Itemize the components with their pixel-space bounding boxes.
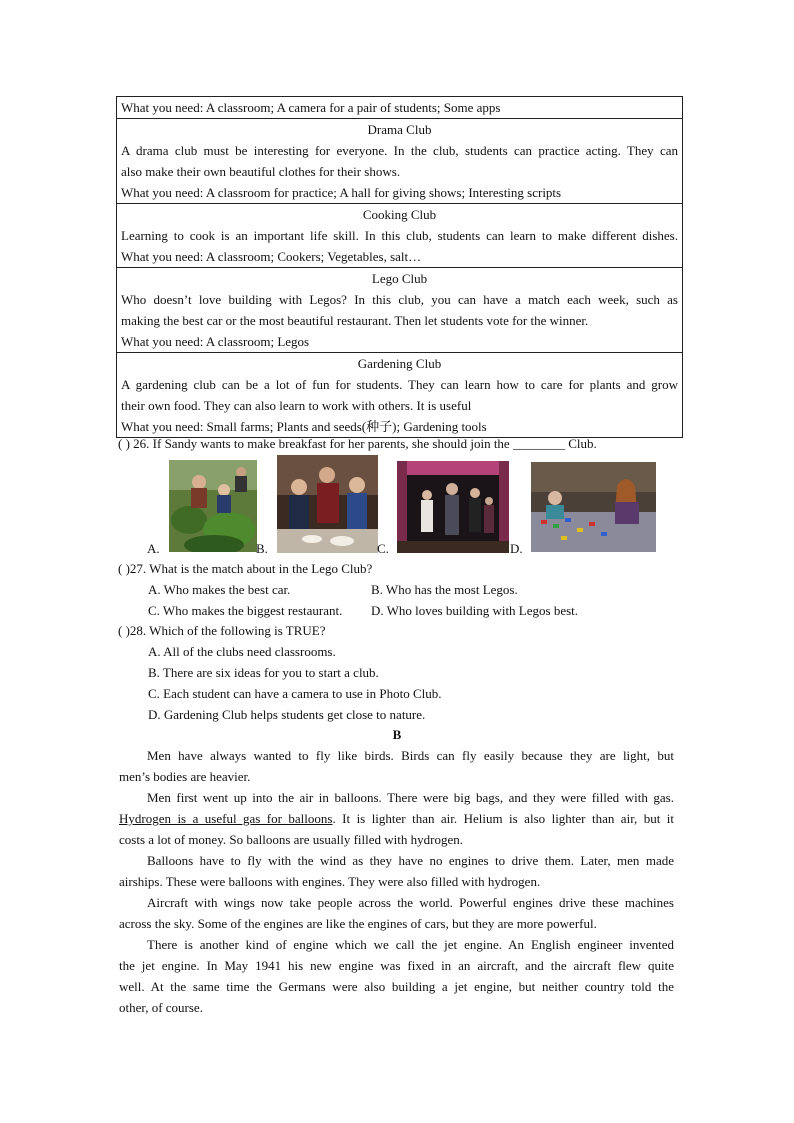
q28-option-c: C. Each student can have a camera to use in Photo Club. <box>148 686 442 701</box>
q27-option-a: A. Who makes the best car. <box>148 582 291 597</box>
q28-option-a: A. All of the clubs need classrooms. <box>148 644 336 659</box>
passage-p1-line1: Men have always wanted to fly like birds. Birds can fly easily because they are light, but <box>147 748 674 763</box>
lego-club-desc-1: Who doesn’t love building with Legos? In this club, you can have a match each week, such as <box>121 292 678 307</box>
question-27: ( )27. What is the match about in the Lego Club? <box>118 561 373 576</box>
gardening-club-row <box>117 352 682 437</box>
clubs-table <box>116 96 683 438</box>
gardening-photo <box>169 460 257 552</box>
option-d-label: D. <box>510 541 523 556</box>
passage-p5-line4: other, of course. <box>119 1000 203 1015</box>
passage-p2-line2-rest: . It is lighter than air. Helium is also lighter than air, but it <box>332 811 674 826</box>
drama-photo <box>397 461 509 553</box>
passage-p1-line2: men’s bodies are heavier. <box>119 769 251 784</box>
cooking-club-desc-1: Learning to cook is an important life skill. In this club, students can learn to make different dishes. <box>121 228 678 243</box>
passage-p5-line3: well. At the same time the Germans were also building a jet engine, but neither country told the <box>119 979 674 994</box>
lego-club-desc-2: making the best car or the most beautiful restaurant. Then let students vote for the winner. <box>121 313 589 328</box>
passage-p4-line2: across the sky. Some of the engines are like the engines of cars, but they are more powerful. <box>119 916 597 931</box>
q27-option-c: C. Who makes the biggest restaurant. <box>148 603 343 618</box>
passage-p2-line1: Men first went up into the air in balloons. There were big bags, and they were filled with gas. <box>147 790 674 805</box>
passage-p5-line2: the jet engine. In May 1941 his new engine was fixed in an aircraft, and the aircraft flew quite <box>119 958 674 973</box>
section-heading: B <box>392 727 402 742</box>
passage-p2-line2 <box>119 808 674 829</box>
passage-p5-line1: There is another kind of engine which we call the jet engine. An English engineer invented <box>147 937 674 952</box>
option-c-label: C. <box>377 541 389 556</box>
cooking-club-need: What you need: A classroom; Cookers; Vegetables, salt… <box>121 249 422 264</box>
passage-p2-line3: costs a lot of money. So balloons are usually filled with hydrogen. <box>119 832 463 847</box>
gardening-club-desc-2: their own food. They can also learn to work with others. It is useful <box>121 398 472 413</box>
gardening-club-title: Gardening Club <box>357 356 442 371</box>
option-b-label: B. <box>256 541 268 556</box>
passage-p3-line1: Balloons have to fly with the wind as they have no engines to drive them. Later, men made <box>147 853 674 868</box>
drama-club-need: What you need: A classroom for practice; A hall for giving shows; Interesting scripts <box>121 185 562 200</box>
drama-club-desc-1: A drama club must be interesting for everyone. In the club, students can practice acting. They can <box>121 143 678 158</box>
gardening-club-need: What you need: Small farms; Plants and seeds(种子); Gardening tools <box>121 419 487 434</box>
drama-club-row <box>117 118 682 203</box>
q27-option-d: D. Who loves building with Legos best. <box>371 603 579 618</box>
lego-photo <box>531 462 656 552</box>
question-28: ( )28. Which of the following is TRUE? <box>118 623 326 638</box>
q27-option-b: B. Who has the most Legos. <box>371 582 518 597</box>
gardening-club-desc-1: A gardening club can be a lot of fun for students. They can learn how to care for plants and grow <box>121 377 678 392</box>
photo-club-row <box>117 97 682 118</box>
underlined-sentence: Hydrogen is a useful gas for balloons <box>119 811 333 826</box>
passage <box>119 745 674 1018</box>
cooking-club-title: Cooking Club <box>362 207 437 222</box>
drama-club-desc-2: also make their own beautiful clothes for their shows. <box>121 164 401 179</box>
drama-club-title: Drama Club <box>367 122 432 137</box>
question-26: ( ) 26. If Sandy wants to make breakfast for her parents, she should join the ________ Club. <box>118 436 597 451</box>
photo-club-need: What you need: A classroom; A camera for a pair of students; Some apps <box>121 100 501 115</box>
lego-club-title: Lego Club <box>371 271 428 286</box>
cooking-photo <box>277 455 378 553</box>
option-a-label: A. <box>147 541 160 556</box>
passage-p4-line1: Aircraft with wings now take people across the world. Powerful engines drive these machines <box>147 895 674 910</box>
lego-club-need: What you need: A classroom; Legos <box>121 334 310 349</box>
passage-p3-line2: airships. These were balloons with engines. They were also filled with hydrogen. <box>119 874 541 889</box>
cooking-club-row <box>117 203 682 267</box>
q28-option-b: B. There are six ideas for you to start a club. <box>148 665 379 680</box>
lego-club-row <box>117 267 682 352</box>
q28-option-d: D. Gardening Club helps students get close to nature. <box>148 707 426 722</box>
